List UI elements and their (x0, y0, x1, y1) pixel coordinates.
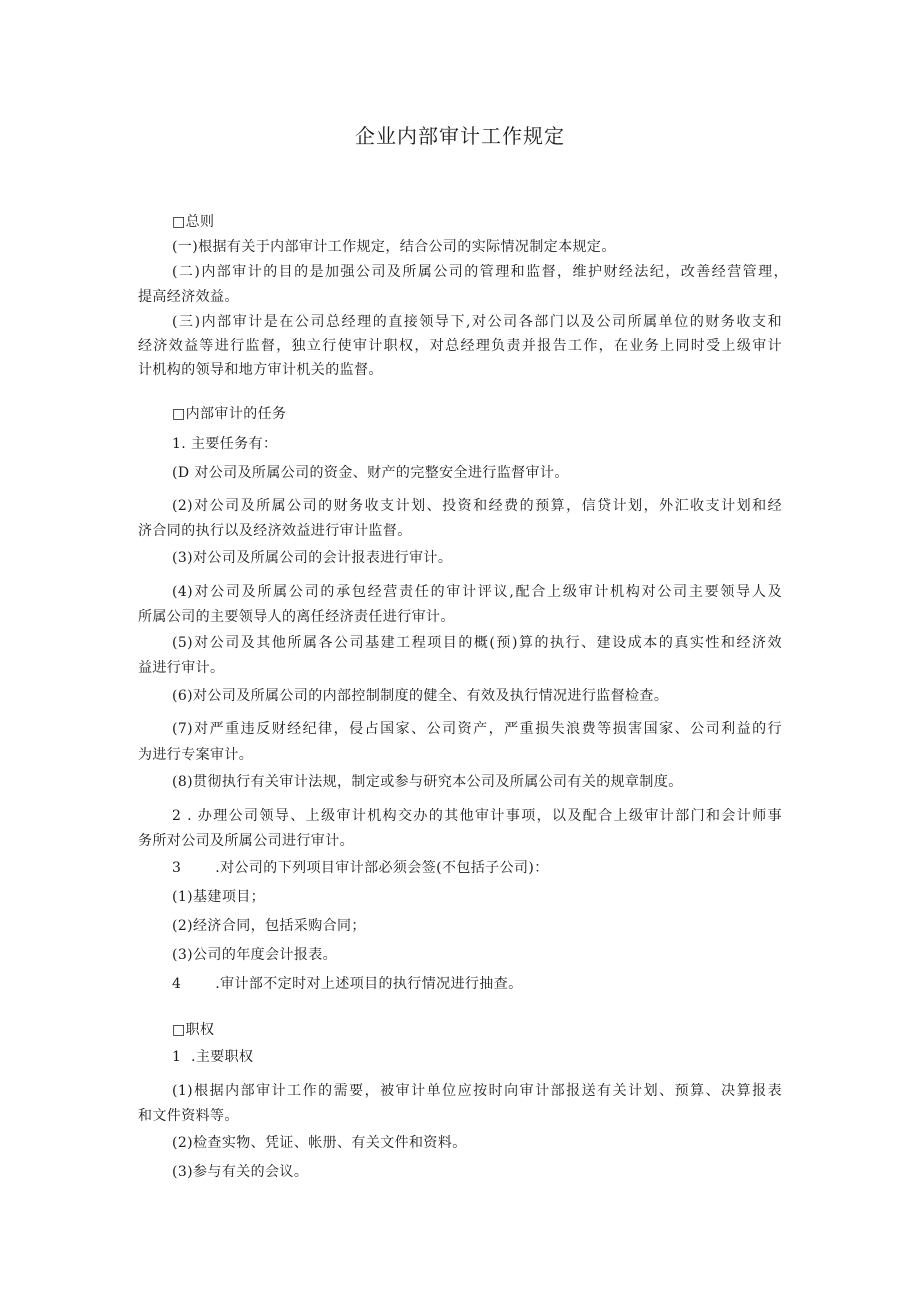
list-item: 济合同的执行以及经济效益进行审计监督。 (138, 523, 412, 539)
list-item: (2)检查实物、凭证、帐册、有关文件和资料。 (172, 1135, 467, 1151)
list-item: (3)公司的年度会计报表。 (172, 947, 338, 963)
list-item: (1)基建项目； (172, 889, 266, 905)
list-item: 4 .审计部不定时对上述项目的执行情况进行抽查。 (172, 976, 523, 992)
section-heading-tasks: □内部审计的任务 (172, 406, 287, 422)
list-item: (5)对公司及其他所属各公司基建工程项目的概(预)算的执行、建设成本的真实性和经济效 (172, 635, 782, 651)
list-item: 所属公司的主要领导人的离任经济责任进行审计。 (138, 609, 455, 625)
list-item: (3)对公司及所属公司的会计报表进行审计。 (172, 550, 453, 566)
paragraph-line: (二)内部审计的目的是加强公司及所属公司的管理和监督，维护财经法纪，改善经营管理， (172, 264, 788, 280)
list-item: (7)对严重违反财经纪律，侵占国家、公司资产，严重损失浪费等损害国家、公司利益的行 (172, 721, 782, 737)
list-item: 1. 主要任务有： (172, 436, 278, 452)
list-item: (3)参与有关的会议。 (172, 1164, 309, 1180)
paragraph-line: 提高经济效益。 (138, 289, 239, 305)
list-item: 务所对公司及所属公司进行审计。 (138, 833, 354, 849)
list-item: 为进行专案审计。 (138, 747, 254, 763)
list-item: (2)对公司及所属公司的财务收支计划、投资和经费的预算，信贷计划，外汇收支计划和经 (172, 498, 782, 514)
list-item: (4)对公司及所属公司的承包经营责任的审计评议,配合上级审计机构对公司主要领导人及 (172, 584, 782, 600)
paragraph-line: (三)内部审计是在公司总经理的直接领导下,对公司各部门以及公司所属单位的财务收支和 (172, 314, 782, 330)
document-title: 企业内部审计工作规定 (355, 124, 565, 148)
list-item: (2)经济合同，包括采购合同； (172, 918, 366, 934)
list-item: 和文件资料等。 (138, 1108, 239, 1124)
list-item: (8)贯彻执行有关审计法规，制定或参与研究本公司及所属公司有关的规章制度。 (172, 774, 683, 790)
list-item: 益进行审计。 (138, 660, 225, 676)
paragraph-line: 经济效益等进行监督，独立行使审计职权，对总经理负责并报告工作，在业务上同时受上级审计 (138, 338, 782, 354)
section-heading-powers: □职权 (172, 1022, 215, 1038)
list-item: (1)根据内部审计工作的需要，被审计单位应按时向审计部报送有关计划、预算、决算报表 (172, 1083, 782, 1099)
section-heading-general: □总则 (172, 214, 215, 230)
list-item: (6)对公司及所属公司的内部控制制度的健全、有效及执行情况进行监督检查。 (172, 688, 669, 704)
list-item: 1 .主要职权 (172, 1049, 254, 1065)
list-item: 2 . 办理公司领导、上级审计机构交办的其他审计事项，以及配合上级审计部门和会计师事 (172, 808, 782, 824)
list-item: (D 对公司及所属公司的资金、财产的完整安全进行监督审计。 (172, 465, 569, 481)
paragraph-line: (一)根据有关于内部审计工作规定，结合公司的实际情况制定本规定。 (172, 239, 616, 255)
paragraph-line: 计机构的领导和地方审计机关的监督。 (138, 362, 383, 378)
list-item: 3 .对公司的下列项目审计部必须会签(不包括子公司)： (172, 860, 549, 876)
